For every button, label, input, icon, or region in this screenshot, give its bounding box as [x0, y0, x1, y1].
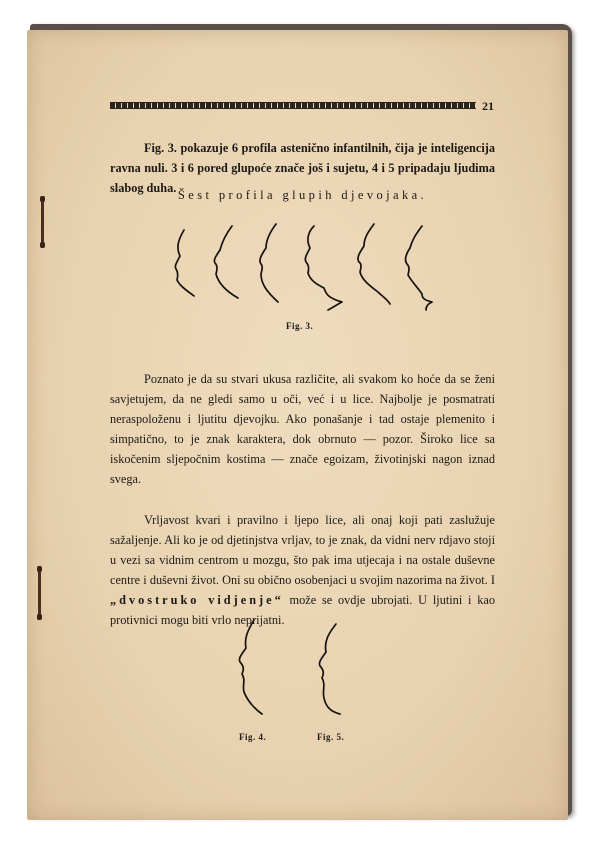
section-heading: Šest profila glupih djevojaka. — [177, 188, 428, 202]
paragraph-fig3-description: Fig. 3. pokazuje 6 profila astenično infantilnih, čija je inteligencija ravna nuli. 3 i 6 pored glupoće znače još i sujetu, 4 i 5 pripadaju ljudima slabog duha. — [110, 141, 495, 196]
paragraph-taste: Poznato je da su stvari ukusa različite, ali svakom ko hoće da se ženi savjetujem, da ne gledi samo u oči, već i u lice. Najbolje je posmatrati neraspoloženu i ljutitu djevojku. Ako ponašanje i tad ostaje plemenito i simpatično, to je znak karaktera, dok obrnuto — pozor. Široko lice sa iskočenim sljepočnim kostima — znače egoizam, životinjski nagon iznad svega. — [110, 372, 495, 487]
page-number: 21 — [482, 99, 494, 113]
profile-2 — [214, 226, 238, 298]
double-vision-emphasis: „dvostruko vidjenje“ — [110, 593, 284, 608]
staple-top — [41, 196, 44, 248]
figure-3-caption: Fig. 3. — [286, 321, 314, 331]
profile-5 — [358, 224, 390, 304]
paragraph-squint-text-1: Vrljavost kvari i pravilno i ljepo lice, ali onaj koji pati zaslužuje sažaljenje. Ali ko je od djetinjstva vrljav, to je znak, da vidni nerv rdjavo stoji u vezi sa vidnim centrom u mozgu, što pak ima utjecaja i na ostale duševne centre i duševni život. Oni su obično osobenjaci u svojim nazorima na život. I — [110, 513, 495, 588]
paragraph-squint — [110, 510, 495, 630]
figure-5-profile — [306, 620, 356, 720]
staple-bottom — [38, 566, 41, 620]
profile-6 — [406, 226, 432, 310]
figure-3-profiles — [160, 218, 450, 318]
figure-5-caption: Fig. 5. — [317, 732, 345, 742]
profile-3 — [260, 224, 278, 302]
profile-4 — [305, 226, 342, 310]
profile-1 — [175, 230, 194, 296]
header-ornament-rule — [110, 102, 476, 109]
figure-4-caption: Fig. 4. — [239, 732, 267, 742]
paragraph-squint-text-2: može se ovdje ubrojati. U ljutini i kao protivnici mogu biti vrlo neprijatni. — [110, 593, 495, 628]
figure-4-profile — [228, 616, 278, 720]
